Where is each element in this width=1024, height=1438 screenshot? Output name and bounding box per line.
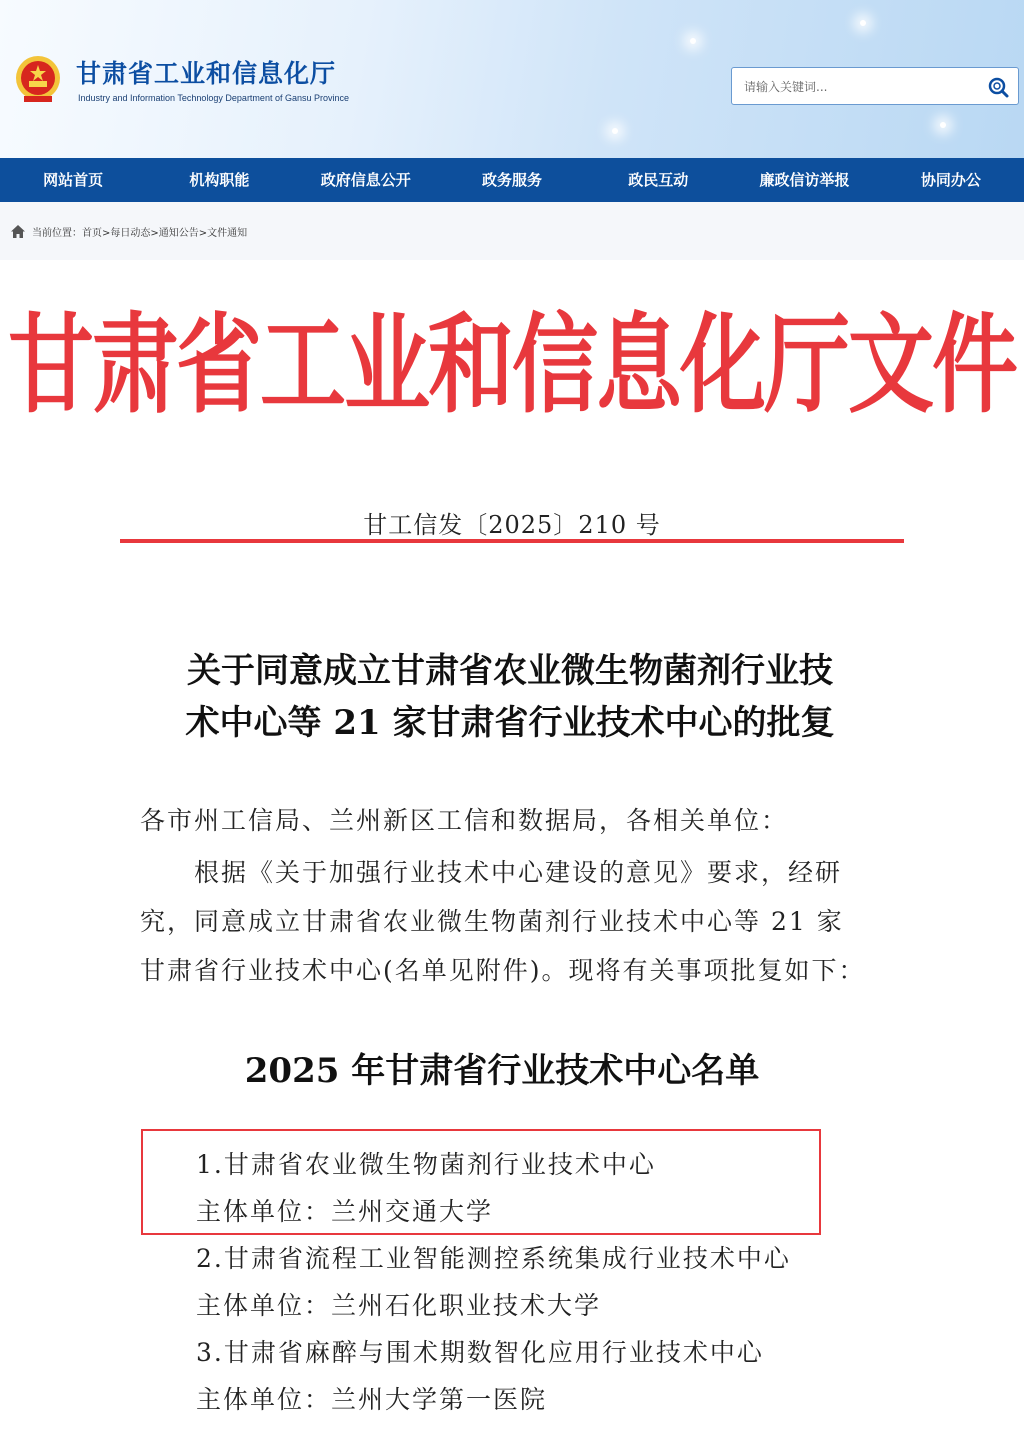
center-name: 1.甘肃省农业微生物菌剂行业技术中心 bbox=[196, 1150, 656, 1179]
breadcrumb-separator: > bbox=[150, 228, 159, 239]
document-header-title: 甘肃省工业和信息化厅文件 bbox=[8, 301, 1016, 428]
decorative-sparkle bbox=[612, 128, 618, 134]
breadcrumb-notices[interactable]: 通知公告 bbox=[158, 228, 199, 239]
breadcrumb-daily-news[interactable]: 每日动态 bbox=[110, 228, 151, 239]
nav-item-functions[interactable]: 机构职能 bbox=[189, 171, 250, 189]
breadcrumb-separator: > bbox=[102, 228, 111, 239]
site-title[interactable]: 甘肃省工业和信息化厅 bbox=[76, 59, 337, 88]
search-box bbox=[731, 67, 1019, 105]
decorative-sparkle bbox=[690, 38, 696, 44]
breadcrumb-home[interactable]: 首页 bbox=[82, 228, 102, 239]
breadcrumb-prefix: 当前位置： bbox=[32, 228, 82, 239]
nav-item-gov-services[interactable]: 政务服务 bbox=[481, 171, 542, 189]
body-line: 根据《关于加强行业技术中心建设的意见》要求，经研 bbox=[140, 858, 843, 887]
document-title-line: 关于同意成立甘肃省农业微生物菌剂行业技 bbox=[187, 651, 833, 691]
site-header bbox=[0, 0, 1024, 158]
main-nav bbox=[0, 158, 1024, 202]
nav-item-info-disclosure[interactable]: 政府信息公开 bbox=[320, 171, 411, 189]
nav-item-home[interactable]: 网站首页 bbox=[43, 171, 104, 189]
breadcrumb-trail bbox=[32, 224, 247, 239]
center-list bbox=[196, 1141, 956, 1423]
site-subtitle: Industry and Information Technology Department of Gansu Province bbox=[78, 93, 349, 103]
breadcrumb-file-notices[interactable]: 文件通知 bbox=[207, 228, 248, 239]
center-host: 主体单位：兰州交通大学 bbox=[196, 1197, 494, 1226]
center-host: 主体单位：兰州石化职业技术大学 bbox=[196, 1291, 602, 1320]
document-body bbox=[140, 848, 900, 995]
home-icon bbox=[11, 225, 25, 238]
breadcrumb bbox=[0, 202, 1024, 260]
body-line: 究，同意成立甘肃省农业微生物菌剂行业技术中心等 21 家 bbox=[140, 907, 844, 936]
center-host: 主体单位：兰州大学第一医院 bbox=[196, 1385, 548, 1414]
nav-item-interaction[interactable]: 政民互动 bbox=[628, 171, 689, 189]
breadcrumb-separator: > bbox=[198, 228, 208, 239]
red-divider bbox=[120, 539, 904, 543]
document-title-line: 术中心等 21 家甘肃省行业技术中心的批复 bbox=[185, 703, 835, 743]
nav-item-collab-office[interactable]: 协同办公 bbox=[920, 171, 981, 189]
center-name: 2.甘肃省流程工业智能测控系统集成行业技术中心 bbox=[196, 1244, 791, 1273]
document-title bbox=[100, 645, 920, 749]
search-input[interactable] bbox=[742, 77, 976, 97]
body-line: 甘肃省行业技术中心(名单见附件)。现将有关事项批复如下： bbox=[140, 956, 866, 985]
national-emblem-icon bbox=[14, 54, 62, 106]
center-name: 3.甘肃省麻醉与围术期数智化应用行业技术中心 bbox=[196, 1338, 764, 1367]
document-number: 甘工信发〔2025〕210 号 bbox=[363, 511, 661, 539]
decorative-sparkle bbox=[860, 20, 866, 26]
center-list-title: 2025 年甘肃省行业技术中心名单 bbox=[244, 1051, 760, 1091]
document-salutation: 各市州工信局、兰州新区工信和数据局，各相关单位： bbox=[140, 806, 789, 835]
search-icon[interactable] bbox=[986, 75, 1010, 99]
decorative-sparkle bbox=[940, 122, 946, 128]
nav-item-integrity-report[interactable]: 廉政信访举报 bbox=[759, 171, 850, 189]
